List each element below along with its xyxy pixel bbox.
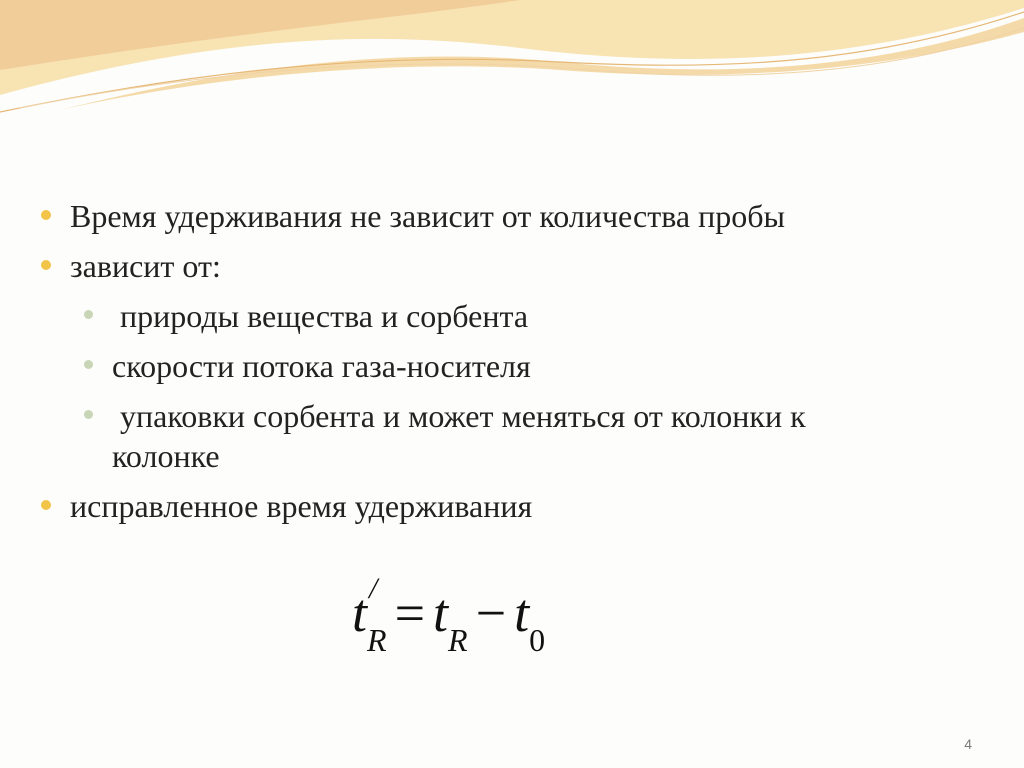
formula-rhs2-variable: t xyxy=(514,583,530,643)
list-item-text: зависит от: xyxy=(70,248,221,284)
list-item xyxy=(40,246,1000,286)
sub-list-item xyxy=(40,396,1000,476)
bullet-dot-icon xyxy=(41,210,51,220)
sub-list-item-text: упаковки сорбента и может меняться от колонки к колонке xyxy=(112,398,814,474)
sub-list-item-text: скорости потока газа-носителя xyxy=(112,348,531,384)
formula-rhs1-variable: t xyxy=(433,583,449,643)
bullet-list xyxy=(40,196,1000,536)
formula-lhs-variable: t xyxy=(352,583,368,643)
list-item-text: Время удерживания не зависит от количества пробы xyxy=(70,198,786,234)
sub-list-item-text: природы вещества и сорбента xyxy=(112,298,529,334)
list-item xyxy=(40,196,1000,236)
bullet-dot-icon xyxy=(41,500,51,510)
formula-rhs2-subscript: 0 xyxy=(529,622,546,658)
formula-rhs1-subscript: R xyxy=(448,622,468,658)
sub-bullet-dot-icon xyxy=(84,310,93,319)
list-item xyxy=(40,486,1000,526)
sub-bullet-dot-icon xyxy=(84,360,93,369)
formula-equals: = xyxy=(394,583,426,643)
decorative-wave-header xyxy=(0,0,1024,140)
bullet-dot-icon xyxy=(41,260,51,270)
list-item-text: исправленное время удерживания xyxy=(70,488,533,524)
page-number: 4 xyxy=(964,736,972,752)
formula-prime-mark: / xyxy=(369,572,378,605)
formula-minus: − xyxy=(475,583,507,643)
formula-adjusted-retention-time xyxy=(352,572,546,662)
formula-lhs-subscript: R xyxy=(367,622,387,658)
sub-list-item xyxy=(40,296,1000,336)
sub-list-item xyxy=(40,346,1000,386)
sub-bullet-dot-icon xyxy=(84,410,93,419)
